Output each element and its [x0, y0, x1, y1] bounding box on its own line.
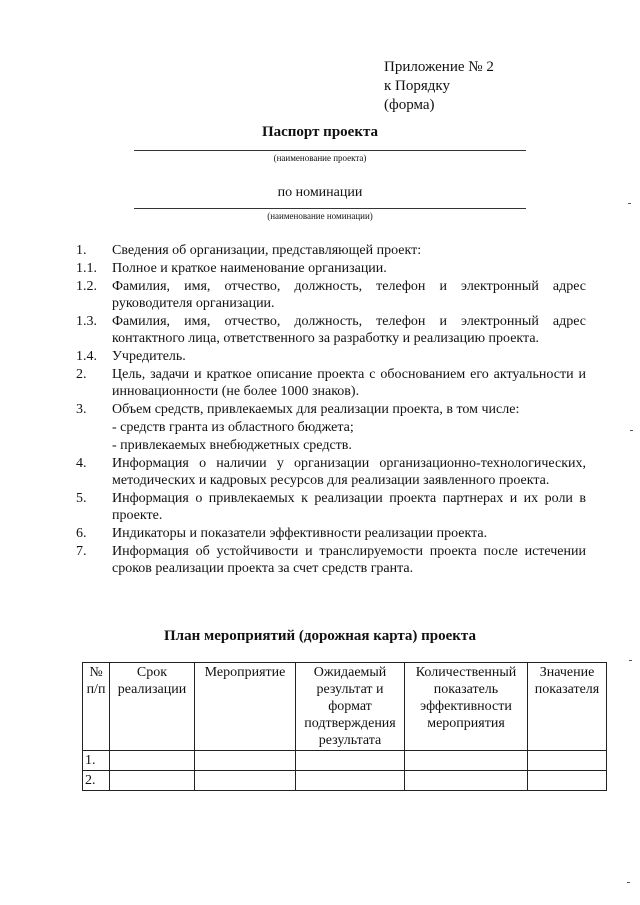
list-item	[76, 419, 586, 436]
list-item-text: Фамилия, имя, отчество, должность, телефон и электронный адрес контактного лица, ответственного за разработку и реализацию проекта.	[112, 314, 586, 346]
nomination-label: по номинации	[277, 185, 363, 200]
table-cell	[110, 751, 195, 771]
document-title: Паспорт проекта	[261, 124, 379, 140]
list-item	[76, 455, 586, 489]
requirements-list	[76, 242, 586, 578]
list-item-number: 1.	[76, 243, 87, 258]
list-item-number	[76, 419, 112, 436]
list-item	[76, 242, 586, 259]
nomination-name-line	[134, 208, 526, 209]
list-item-text: - привлекаемых внебюджетных средств.	[112, 438, 352, 453]
project-name-line	[134, 150, 526, 151]
list-item-text: Цель, задачи и краткое описание проекта с обоснованием его актуальности и инновационности (не более 1000 знаков).	[112, 367, 586, 399]
list-item	[76, 278, 586, 312]
list-item-text: Информация о привлекаемых к реализации проекта партнерах и их роли в проекте.	[112, 491, 586, 523]
table-cell: 1.	[83, 751, 110, 771]
column-header-activity: Мероприятие	[195, 663, 296, 751]
table-header-row	[83, 663, 607, 751]
list-item	[76, 490, 586, 524]
table-cell	[195, 751, 296, 771]
table-cell	[296, 751, 405, 771]
list-item-number: 7.	[76, 544, 87, 559]
nomination-name-hint: (наименование номинации)	[267, 211, 373, 221]
appendix-line-number: Приложение № 2	[384, 59, 494, 75]
list-item-text: Полное и краткое наименование организации.	[112, 261, 387, 276]
list-item-number: 1.3.	[76, 314, 97, 329]
scan-mark	[628, 203, 631, 204]
list-item-number: 1.1.	[76, 261, 97, 276]
project-name-hint: (наименование проекта)	[273, 153, 367, 163]
table-cell	[195, 771, 296, 791]
list-item-text: Индикаторы и показатели эффективности реализации проекта.	[112, 526, 488, 541]
column-header-number: № п/п	[83, 663, 110, 751]
scan-mark	[629, 660, 632, 661]
list-item-text: - средств гранта из областного бюджета;	[112, 420, 354, 435]
list-item-number: 4.	[76, 456, 87, 471]
appendix-line-order: к Порядку	[384, 78, 450, 94]
list-item	[76, 313, 586, 347]
plan-title: План мероприятий (дорожная карта) проекта	[164, 628, 476, 644]
list-item	[76, 366, 586, 400]
list-item	[76, 348, 586, 365]
scan-mark	[627, 882, 630, 883]
list-item-number: 2.	[76, 367, 87, 382]
roadmap-table	[82, 662, 607, 791]
list-item	[76, 525, 586, 542]
table-cell	[405, 771, 528, 791]
list-item-number: 1.4.	[76, 349, 97, 364]
list-item	[76, 543, 586, 577]
table-cell	[405, 751, 528, 771]
column-header-indicator: Количественный показатель эффективности мероприятия	[405, 663, 528, 751]
table-cell	[110, 771, 195, 791]
list-item-text: Сведения об организации, представляющей проект:	[112, 243, 422, 258]
list-item-number: 5.	[76, 491, 87, 506]
list-item-number	[76, 437, 112, 454]
table-cell	[528, 771, 607, 791]
list-item	[76, 437, 586, 454]
column-header-expected-result: Ожидаемый результат и формат подтверждения результата	[296, 663, 405, 751]
list-item	[76, 260, 586, 277]
appendix-line-form: (форма)	[384, 97, 435, 113]
list-item-text: Учредитель.	[112, 349, 186, 364]
appendix-block	[384, 58, 494, 115]
list-item-text: Информация о наличии у организации организационно-технологических, методических и кадровых ресурсов для реализации заявленного проекта.	[112, 456, 586, 488]
column-header-term: Срок реализации	[110, 663, 195, 751]
scan-mark	[630, 430, 633, 431]
table-cell: 2.	[83, 771, 110, 791]
list-item-text: Объем средств, привлекаемых для реализации проекта, в том числе:	[112, 402, 520, 417]
column-header-value: Значение показателя	[528, 663, 607, 751]
list-item-text: Информация об устойчивости и транслируемости проекта после истечении сроков реализации проекта за счет средств гранта.	[112, 544, 586, 576]
table-row	[83, 751, 607, 771]
list-item	[76, 401, 586, 418]
list-item-number: 1.2.	[76, 279, 97, 294]
list-item-number: 3.	[76, 402, 87, 417]
table-row	[83, 771, 607, 791]
table-cell	[296, 771, 405, 791]
list-item-text: Фамилия, имя, отчество, должность, телефон и электронный адрес руководителя организации.	[112, 279, 586, 311]
table-cell	[528, 751, 607, 771]
list-item-number: 6.	[76, 526, 87, 541]
